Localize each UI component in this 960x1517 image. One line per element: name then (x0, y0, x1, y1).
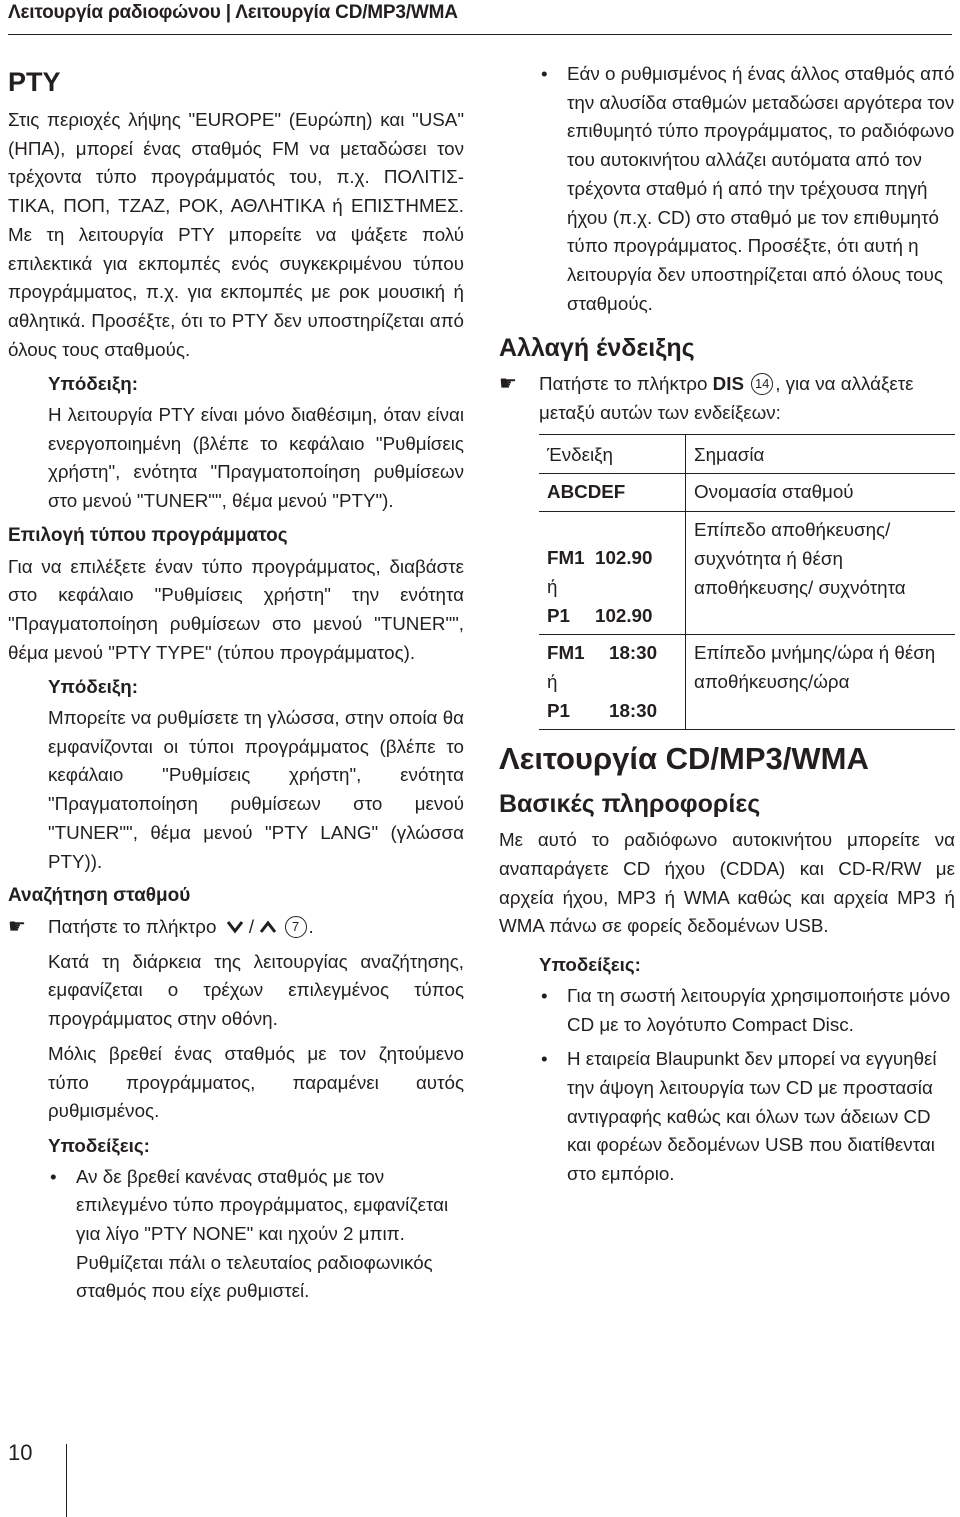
list-item: • Η εταιρεία Blaupunkt δεν μπορεί να εγγυηθεί την άψογη λειτουργία των CD με προστασία αντιγραφής καθώς και όλων των άδειων CD και φορέων δεδομένων USB που διατίθενται στο εμπόριο. (539, 1045, 955, 1189)
cell-line: 102.90 (595, 604, 653, 626)
pty-heading: PTY (8, 67, 61, 97)
running-header: Λειτουργία ραδιοφώνου | Λειτουργία CD/MP3/WMA (8, 2, 458, 23)
table-header-row (539, 434, 955, 474)
note-text: Η λειτουργία PTY είναι μόνο διαθέσιμη, όταν είναι ενεργοποιημένη (βλέπε το κεφάλαιο "Ρυθμίσεις χρήστη", ενότητα "Πραγματοποίηση ρυθμίσεων στο μενού "TUNER"", θέμα μενού "PTY"). (48, 404, 464, 512)
display-change-heading: Αλλαγή ένδειξης (499, 334, 695, 363)
separator: / (248, 915, 255, 937)
right-column (499, 60, 955, 1195)
instruction-text: Πατήστε το πλήκτρο (48, 915, 217, 937)
station-search-heading: Αναζήτηση σταθμού (8, 885, 191, 907)
list-item: • Αν δε βρεθεί κανένας σταθμός με τον επιλεγμένο τύπο προγράμματος, εμφανίζεται για λίγο "PTY NONE" και ηχούν 2 μπιπ. Ρυθμίζεται πάλι ο τελευταίος ραδιοφωνικός σταθμός που είχε ρυθμιστεί. (48, 1163, 464, 1307)
cell-line: FM1 (547, 547, 585, 569)
program-type-paragraph: Για να επιλέξετε έναν τύπο προγράμματος, διαβάστε στο κεφάλαιο "Ρυθμίσεις χρήστη" την ενότητα "Πραγματοποίηση ρυθμίσεων στο μενού "TUNER"", θέμα μενού "PTY TYPE" (τύπου προγράμματος). (8, 555, 464, 663)
page-number: 10 (8, 1440, 33, 1465)
search-result-paragraph: Μόλις βρεθεί ένας σταθμός με τον ζητούμενο τύπο προγράμματος, παραμένει αυτός ρυθμισμένος. (48, 1042, 464, 1122)
chevron-up-icon (259, 915, 277, 944)
instruction-text: Πατήστε το πλήκτρο (539, 373, 708, 395)
instruction-text: , για να αλλάξετε μεταξύ αυτών των ενδείξεων: (539, 373, 914, 424)
key-number-badge: 14 (751, 373, 773, 395)
search-paragraph: Κατά τη διάρκεια της λειτουργίας αναζήτησης, εμφανίζεται ο τρέχων επιλεγμένος τύπος προγράμματος στην οθόνη. (48, 950, 464, 1030)
cell-line: P1 (547, 604, 570, 626)
header-divider (8, 34, 952, 35)
note-text: Μπορείτε να ρυθμίσετε τη γλώσσα, στην οποία θα εμφανίζονται οι τύποι προγράμματος (βλέπε το κεφάλαιο "Ρυθμίσεις χρήστη", ενότητα "Πραγματοποίηση ρυθμίσεων στο μενού "TUNER"", θέμα μενού "PTY LANG" (γλώσσα PTY)). (48, 707, 464, 872)
instruction-step: ☛ Πατήστε το πλήκτρο / 7 . (8, 913, 464, 944)
pointing-hand-icon: ☛ (499, 373, 517, 396)
cell-line: 18:30 (609, 699, 658, 721)
cell-line: 18:30 (609, 642, 658, 664)
notes-heading: Υποδείξεις: (539, 954, 641, 976)
basic-info-paragraph: Με αυτό το ραδιόφωνο αυτοκινήτου μπορείτε να αναπαράγετε CD ήχου (CDDA) και CD-R/RW με αρχεία ήχου, MP3 ή WMA καθώς και αρχεία MP3 ή WMA πάνω σε φορείς δεδομένων USB. (499, 829, 955, 937)
chevron-down-icon (226, 915, 244, 944)
table-row (539, 512, 955, 635)
list-item: • Εάν ο ρυθμισμένος ή ένας άλλος σταθμός από την αλυσίδα σταθμών μεταδώσει αργότερα τον επιθυμητό τύπο προγράμματος, το ραδιόφωνο του αυτοκινήτου αλλάζει αυτόματα από τον τρέχοντα σταθμό ή από την τρέχουσα πηγή ήχου (π.χ. CD) στο σταθμό με τον επιθυμητό τύπο προγράμματος. Προσέξτε, ότι αυτή η λειτουργία δεν υποστηρίζεται από όλους τους σταθμούς. (539, 60, 955, 318)
table-cell (539, 635, 686, 730)
table-header-cell: Σημασία (686, 434, 956, 474)
cell-line: ή (547, 575, 558, 597)
pointing-hand-icon: ☛ (8, 915, 26, 938)
table-cell: Επίπεδο αποθήκευσης/ συχνότητα ή θέση αποθήκευσης/ συχνότητα (686, 512, 956, 635)
basic-info-heading: Βασικές πληροφορίες (499, 790, 761, 819)
instruction-step (499, 370, 955, 427)
pty-intro-paragraph: Στις περιοχές λήψης "EUROPE" (Ευρώπη) και "USA" (ΗΠΑ), μπορεί ένας σταθμός FM να μεταδώσει τον τρέχοντα τύπο προγράμματός του, π.χ. ΠΟΛΙΤΙΣ-ΤΙΚΑ, ΠΟΠ, ΤΖΑΖ, ΡΟΚ, ΑΘΛΗΤΙΚΑ ή ΕΠΙΣΤΗΜΕΣ. Με τη λειτουργία PTY μπορείτε να ψάξετε πολύ επιλεκτικά για εκπομπές ενός συγκεκριμένου τύπου προγράμματος, π.χ. για εκπομπές με ροκ μουσική ή αθλητικά. Προσέξτε, ότι το PTY δεν υποστηρίζεται από όλους τους σταθμούς. (8, 109, 464, 360)
table-cell: ABCDEF (539, 474, 686, 512)
cell-line: ή (547, 670, 558, 692)
note-heading: Υπόδειξη: (48, 373, 138, 395)
display-table (539, 434, 955, 731)
key-label: DIS (712, 373, 744, 395)
cell-line: 102.90 (595, 547, 653, 569)
page-number-divider (66, 1444, 67, 1517)
key-number-badge: 7 (285, 916, 307, 938)
table-row (539, 635, 955, 730)
table-cell (539, 512, 686, 635)
program-type-heading: Επιλογή τύπου προγράμματος (8, 524, 288, 546)
table-row (539, 474, 955, 512)
note-heading: Υπόδειξη: (48, 676, 138, 698)
table-cell: Ονομασία σταθμού (686, 474, 956, 512)
cell-line: FM1 (547, 642, 585, 664)
notes-heading: Υποδείξεις: (48, 1134, 150, 1156)
cell-line: P1 (547, 699, 570, 721)
left-column (8, 60, 464, 1312)
table-cell: Επίπεδο μνήμης/ώρα ή θέση αποθήκευσης/ώρα (686, 635, 956, 730)
cd-mode-heading: Λειτουργία CD/MP3/WMA (499, 741, 869, 777)
table-header-cell: Ένδειξη (539, 434, 686, 474)
list-item: • Για τη σωστή λειτουργία χρησιμοποιήστε μόνο CD με το λογότυπο Compact Disc. (539, 982, 955, 1039)
